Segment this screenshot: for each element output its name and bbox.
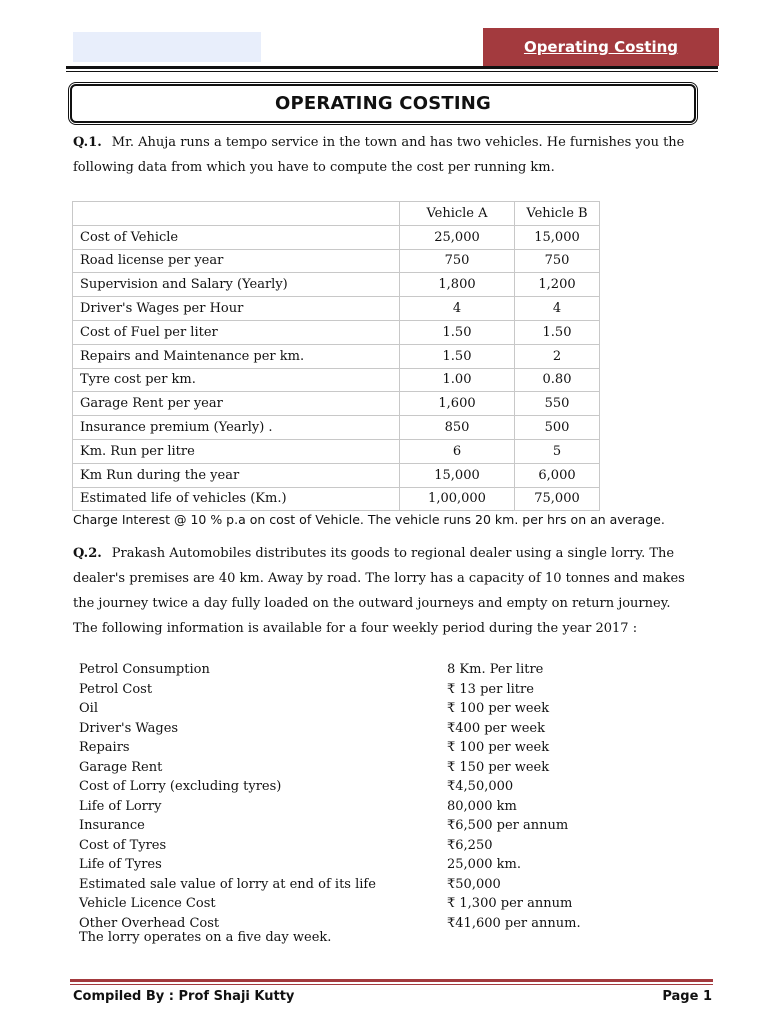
- table-row: [73, 344, 600, 368]
- table-header-cell: [73, 202, 400, 226]
- table-cell: 0.80: [515, 368, 600, 392]
- table-cell: 15,000: [400, 463, 515, 487]
- list-item: [79, 680, 679, 700]
- q2-line4: The following information is available for a four weekly period during the year 2017 :: [73, 621, 638, 636]
- footer-rule-thin: [70, 984, 713, 985]
- list-item: [79, 699, 679, 719]
- list-item-label: Repairs: [79, 740, 130, 756]
- list-item: [79, 738, 679, 758]
- list-item-value: ₹ 13 per litre: [447, 681, 534, 697]
- list-item: [79, 719, 679, 739]
- table-cell: 2: [515, 344, 600, 368]
- table-cell: 850: [400, 416, 515, 440]
- table-header-cell: Vehicle B: [515, 202, 600, 226]
- table-header-row: [73, 202, 600, 226]
- table-row: [73, 416, 600, 440]
- q2-line2: dealer's premises are 40 km. Away by road. The lorry has a capacity of 10 tonnes and makes: [73, 571, 685, 586]
- footer-rule-thick: [70, 979, 713, 982]
- table-cell: Cost of Fuel per liter: [73, 320, 400, 344]
- table-cell: 4: [400, 297, 515, 321]
- list-item-label: Cost of Lorry (excluding tyres): [79, 779, 282, 795]
- header-rule-thick: [66, 66, 718, 69]
- table-cell: Cost of Vehicle: [73, 225, 400, 249]
- table-cell: Insurance premium (Yearly) .: [73, 416, 400, 440]
- table-cell: 1,600: [400, 392, 515, 416]
- list-item-label: Cost of Tyres: [79, 837, 167, 853]
- list-item-value: 80,000 km: [447, 798, 517, 814]
- table-row: [73, 273, 600, 297]
- list-item: [79, 777, 679, 797]
- q2-line1: Prakash Automobiles distributes its goods to regional dealer using a single lorry. The: [111, 546, 675, 561]
- table-cell: 1.50: [400, 344, 515, 368]
- table-cell: Km. Run per litre: [73, 439, 400, 463]
- header-rule-thin: [66, 71, 718, 72]
- list-item-label: Insurance: [79, 818, 145, 834]
- table-row: [73, 225, 600, 249]
- list-item: [79, 660, 679, 680]
- list-item-value: ₹ 100 per week: [447, 701, 550, 717]
- list-item-label: Petrol Consumption: [79, 662, 210, 678]
- list-item-label: Garage Rent: [79, 759, 163, 775]
- table-cell: 6,000: [515, 463, 600, 487]
- table-cell: 1.50: [515, 320, 600, 344]
- table-cell: Estimated life of vehicles (Km.): [73, 487, 400, 511]
- table-cell: 750: [400, 249, 515, 273]
- list-item: [79, 875, 679, 895]
- table-cell: 15,000: [515, 225, 600, 249]
- list-item-label: Life of Tyres: [79, 857, 162, 873]
- header-blank-box: [73, 32, 261, 62]
- footer-compiled-by: Compiled By : Prof Shaji Kutty: [73, 989, 295, 1004]
- table-cell: Km Run during the year: [73, 463, 400, 487]
- table-cell: Driver's Wages per Hour: [73, 297, 400, 321]
- table-row: [73, 320, 600, 344]
- q1-note: Charge Interest @ 10 % p.a on cost of Vehicle. The vehicle runs 20 km. per hrs on an average.: [73, 512, 665, 527]
- table-cell: Supervision and Salary (Yearly): [73, 273, 400, 297]
- list-item-value: ₹ 1,300 per annum: [447, 896, 573, 912]
- q1-line1: Mr. Ahuja runs a tempo service in the town and has two vehicles. He furnishes you the: [111, 135, 685, 150]
- table-cell: 1,200: [515, 273, 600, 297]
- table-cell: Tyre cost per km.: [73, 368, 400, 392]
- list-item-value: ₹6,250: [447, 837, 493, 853]
- table-cell: 750: [515, 249, 600, 273]
- list-item: [79, 894, 679, 914]
- list-item: [79, 816, 679, 836]
- q1-paragraph: [73, 130, 713, 180]
- table-row: [73, 249, 600, 273]
- table-row: [73, 368, 600, 392]
- q2-paragraph: [73, 541, 713, 641]
- table-cell: Road license per year: [73, 249, 400, 273]
- header-section-tab: Operating Costing: [483, 28, 719, 66]
- table-cell: 1,800: [400, 273, 515, 297]
- table-cell: Repairs and Maintenance per km.: [73, 344, 400, 368]
- table-cell: 4: [515, 297, 600, 321]
- list-item-value: ₹41,600 per annum.: [447, 915, 581, 931]
- table-cell: Garage Rent per year: [73, 392, 400, 416]
- footer-page-number: Page 1: [662, 989, 712, 1004]
- table-cell: 1.50: [400, 320, 515, 344]
- table-cell: 75,000: [515, 487, 600, 511]
- lorry-cost-list: [79, 660, 679, 933]
- list-item-label: Other Overhead Cost: [79, 915, 220, 931]
- table-cell: 500: [515, 416, 600, 440]
- list-item-label: Life of Lorry: [79, 798, 162, 814]
- q2-closing: The lorry operates on a five day week.: [79, 930, 332, 945]
- list-item-label: Oil: [79, 701, 98, 717]
- list-item-value: ₹ 150 per week: [447, 759, 550, 775]
- list-item: [79, 758, 679, 778]
- table-row: [73, 463, 600, 487]
- q1-line2: following data from which you have to compute the cost per running km.: [73, 160, 555, 175]
- list-item-value: ₹50,000: [447, 876, 501, 892]
- q1-number: Q.1.: [73, 135, 102, 150]
- vehicle-cost-table: [72, 201, 600, 511]
- list-item-value: ₹400 per week: [447, 720, 545, 736]
- table-row: [73, 487, 600, 511]
- table-row: [73, 297, 600, 321]
- table-row: [73, 392, 600, 416]
- table-row: [73, 439, 600, 463]
- list-item-value: ₹6,500 per annum: [447, 818, 569, 834]
- table-cell: 6: [400, 439, 515, 463]
- table-header-cell: Vehicle A: [400, 202, 515, 226]
- list-item: [79, 836, 679, 856]
- list-item: [79, 855, 679, 875]
- list-item-label: Driver's Wages: [79, 720, 179, 736]
- table-cell: 5: [515, 439, 600, 463]
- table-cell: 25,000: [400, 225, 515, 249]
- list-item-label: Petrol Cost: [79, 681, 153, 697]
- q2-line3: the journey twice a day fully loaded on the outward journeys and empty on return journey.: [73, 596, 671, 611]
- page-title: OPERATING COSTING: [70, 84, 696, 123]
- q2-number: Q.2.: [73, 546, 102, 561]
- list-item: [79, 797, 679, 817]
- list-item-label: Vehicle Licence Cost: [79, 896, 216, 912]
- list-item-value: 25,000 km.: [447, 857, 521, 873]
- list-item-value: ₹4,50,000: [447, 779, 514, 795]
- list-item-value: 8 Km. Per litre: [447, 662, 544, 678]
- list-item-label: Estimated sale value of lorry at end of its life: [79, 876, 376, 892]
- table-cell: 1.00: [400, 368, 515, 392]
- table-cell: 1,00,000: [400, 487, 515, 511]
- list-item-value: ₹ 100 per week: [447, 740, 550, 756]
- table-cell: 550: [515, 392, 600, 416]
